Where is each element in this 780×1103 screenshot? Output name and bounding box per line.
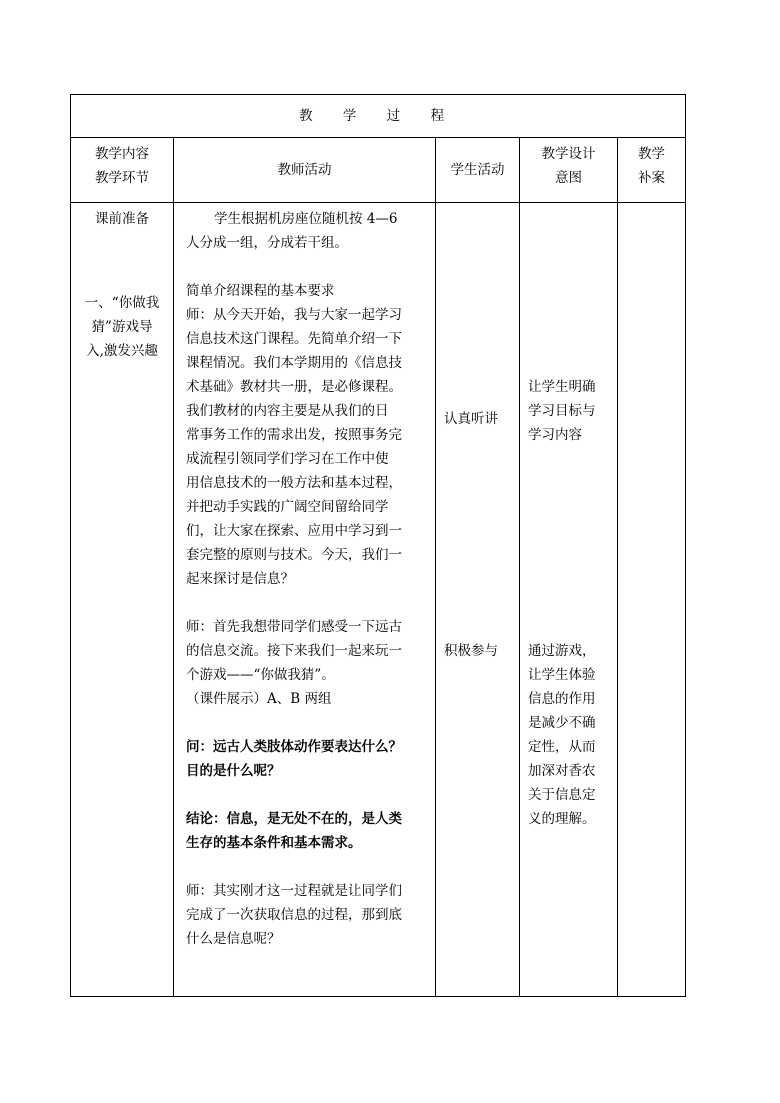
intent-line: 学习目标与 <box>528 403 596 419</box>
stage-game-line2: 猜”游戏导 <box>91 319 153 335</box>
intent-line: 让学生明确 <box>528 379 596 395</box>
header-stage: 教学环节 <box>95 170 149 186</box>
question-line2: 目的是什么呢？ <box>186 763 281 779</box>
game-line: 师：首先我想带同学们感受一下远古 <box>186 619 402 635</box>
intent-line: 学习内容 <box>528 427 582 443</box>
closing-line: 师：其实刚才这一过程就是让同学们 <box>186 883 402 899</box>
design-intent-cell <box>520 203 618 997</box>
conclusion-line2: 生存的基本条件和基本需求。 <box>186 835 362 851</box>
intro-line: 并把动手实践的广阔空间留给同学 <box>186 499 389 515</box>
game-line: 个游戏——“你做我猜”。 <box>186 667 335 683</box>
intent-line: 定性，从而 <box>528 739 596 755</box>
student-listen: 认真听讲 <box>444 411 498 427</box>
intent-line: 通过游戏， <box>528 643 596 659</box>
header-content: 教学内容 <box>95 146 149 162</box>
grouping-line1: 学生根据机房座位随机按 4—6 <box>214 211 398 227</box>
intent-line: 加深对香农 <box>528 763 596 779</box>
intro-line: 我们教材的内容主要是从我们的日 <box>186 403 389 419</box>
intro-line: 师：从今天开始，我与大家一起学习 <box>186 307 402 323</box>
header-student-activity: 学生活动 <box>436 138 520 203</box>
header-teacher-activity: 教师活动 <box>174 138 436 203</box>
intro-line: 们，让大家在探索、应用中学习到一 <box>186 523 402 539</box>
intro-line: 成流程引领同学们学习在工作中使 <box>186 451 389 467</box>
header-design-intent <box>520 138 618 203</box>
table-title: 教 学 过 程 <box>71 95 686 138</box>
intro-line: 课程情况。我们本学期用的《信息技 <box>186 355 402 371</box>
intro-line: 信息技术这门课程。先简单介绍一下 <box>186 331 402 347</box>
intent-line: 义的理解。 <box>528 811 596 827</box>
closing-line: 什么是信息呢？ <box>186 931 281 947</box>
question-line1: 问：远古人类肢体动作要表达什么？ <box>186 739 402 755</box>
intro-line: 术基础》教材共一册，是必修课程。 <box>186 379 402 395</box>
student-participate: 积极参与 <box>444 643 498 659</box>
intent-line: 信息的作用 <box>528 691 596 707</box>
header-supplement <box>618 138 686 203</box>
intro-line: 套完整的原则与技术。今天，我们一 <box>186 547 402 563</box>
header-design: 教学设计 <box>541 146 596 162</box>
teacher-activity-cell <box>174 203 436 997</box>
game-line: 的信息交流。接下来我们一起来玩一 <box>186 643 402 659</box>
header-supplement-line2: 补案 <box>638 170 666 186</box>
header-supplement-line1: 教学 <box>638 146 666 162</box>
stage-game-line3: 入,激发兴趣 <box>86 343 158 359</box>
stage-game-line1: 一、“你做我 <box>84 295 160 311</box>
intent-line: 是减少不确 <box>528 715 596 731</box>
intent-line: 让学生体验 <box>528 667 596 683</box>
supplement-cell <box>618 203 686 997</box>
closing-line: 完成了一次获取信息的过程，那到底 <box>186 907 402 923</box>
intent-line: 关于信息定 <box>528 787 596 803</box>
stage-cell <box>71 203 174 997</box>
conclusion-line1: 结论：信息，是无处不在的，是人类 <box>186 811 402 827</box>
stage-preparation: 课前准备 <box>95 211 149 227</box>
intro-line: 常事务工作的需求出发，按照事务完 <box>186 427 402 443</box>
intro-line: 用信息技术的一般方法和基本过程， <box>186 475 402 491</box>
course-intro-title: 简单介绍课程的基本要求 <box>186 283 335 299</box>
intro-line: 起来探讨是信息？ <box>186 571 294 587</box>
grouping-line2: 人分成一组，分成若干组。 <box>186 235 348 251</box>
header-content-stage <box>71 138 174 203</box>
header-intent: 意图 <box>555 170 582 186</box>
student-activity-cell <box>436 203 520 997</box>
teaching-process-table <box>70 94 686 997</box>
game-line: （课件展示）A、B 两组 <box>186 691 332 707</box>
